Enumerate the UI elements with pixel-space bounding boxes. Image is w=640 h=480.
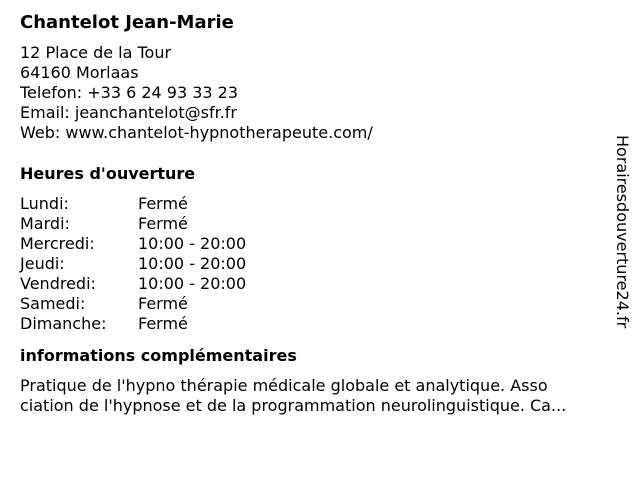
time-value: Fermé [138, 314, 188, 333]
time-value: 10:00 - 20:00 [138, 274, 247, 293]
day-label: Mercredi: [20, 234, 95, 253]
business-name: Chantelot Jean-Marie [20, 12, 234, 33]
day-label: Mardi: [20, 214, 70, 233]
day-label: Jeudi: [20, 254, 65, 273]
description-line: Pratique de l'hypno thérapie médicale globale et analytique. Asso [20, 376, 548, 395]
phone-line: Telefon: +33 6 24 93 33 23 [20, 83, 239, 102]
hours-row [20, 314, 610, 334]
time-value: Fermé [138, 294, 188, 313]
time-value: 10:00 - 20:00 [138, 254, 247, 273]
day-label: Samedi: [20, 294, 86, 313]
time-value: 10:00 - 20:00 [138, 234, 247, 253]
email-line: Email: jeanchantelot@sfr.fr [20, 103, 237, 122]
web-line: Web: www.chantelot-hypnotherapeute.com/ [20, 123, 373, 142]
info-title: informations complémentaires [20, 346, 297, 365]
address-street: 12 Place de la Tour [20, 43, 172, 62]
hours-row [20, 254, 610, 274]
contact-block [20, 43, 610, 143]
site-watermark: Horairesdouverture24.fr [613, 135, 632, 329]
address-city: 64160 Morlaas [20, 63, 139, 82]
hours-title: Heures d'ouverture [20, 164, 196, 183]
business-card [20, 10, 610, 416]
day-label: Vendredi: [20, 274, 96, 293]
day-label: Dimanche: [20, 314, 107, 333]
hours-row [20, 214, 610, 234]
hours-table [20, 194, 610, 334]
description-line: ciation de l'hypnose et de la programmation neurolinguistique. Ca... [20, 396, 567, 415]
time-value: Fermé [138, 194, 188, 213]
hours-row [20, 194, 610, 214]
hours-row [20, 274, 610, 294]
hours-row [20, 294, 610, 314]
info-description [20, 376, 610, 416]
hours-row [20, 234, 610, 254]
day-label: Lundi: [20, 194, 69, 213]
time-value: Fermé [138, 214, 188, 233]
